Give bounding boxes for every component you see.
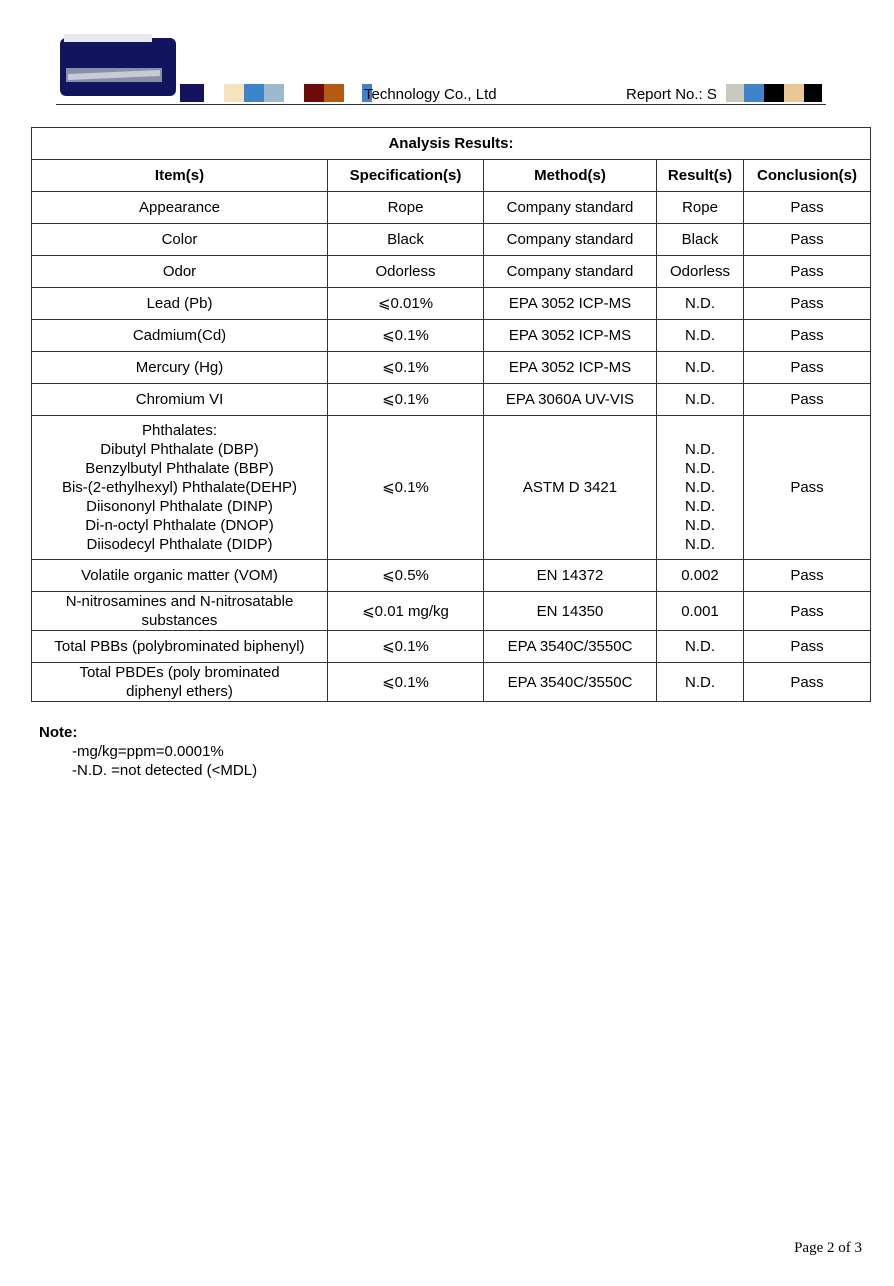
column-header-items: Item(s) (32, 160, 328, 192)
redaction-block (244, 84, 264, 102)
cell-item (32, 592, 328, 631)
redaction-block (304, 84, 324, 102)
phthalate-item: Benzylbutyl Phthalate (BBP) (85, 460, 274, 477)
redaction-block (224, 84, 244, 102)
column-header-result: Result(s) (657, 160, 744, 192)
table-row (32, 352, 871, 384)
cell-result: N.D. (657, 631, 744, 663)
cell-spec: Rope (328, 192, 484, 224)
table-title: Analysis Results: (32, 128, 871, 160)
cell-conclusion: Pass (744, 416, 871, 560)
cell-item-line: diphenyl ethers) (126, 683, 233, 700)
cell-result: N.D. (657, 320, 744, 352)
table-row (32, 320, 871, 352)
cell-result: N.D. (657, 663, 744, 702)
company-name: Technology Co., Ltd (364, 86, 497, 103)
cell-spec: ⩽0.1% (328, 384, 484, 416)
redaction-block (764, 84, 784, 102)
report-number-label: Report No.: S (626, 86, 717, 103)
table-row (32, 384, 871, 416)
phthalate-item: Di-n-octyl Phthalate (DNOP) (85, 517, 274, 534)
cell-item: Volatile organic matter (VOM) (32, 560, 328, 592)
cell-spec: ⩽0.1% (328, 320, 484, 352)
table-row (32, 631, 871, 663)
cell-spec: ⩽0.1% (328, 663, 484, 702)
cell-conclusion: Pass (744, 560, 871, 592)
cell-result: 0.001 (657, 592, 744, 631)
cell-result: N.D. (657, 384, 744, 416)
redaction-block (744, 84, 764, 102)
cell-method: Company standard (484, 224, 657, 256)
cell-spec: ⩽0.01% (328, 288, 484, 320)
cell-item: Mercury (Hg) (32, 352, 328, 384)
phthalate-result: N.D. (685, 498, 715, 515)
cell-spec: ⩽0.5% (328, 560, 484, 592)
cell-item-line: N-nitrosamines and N-nitrosatable (65, 593, 294, 610)
cell-item: Color (32, 224, 328, 256)
cell-conclusion: Pass (744, 631, 871, 663)
phthalate-result: N.D. (685, 536, 715, 553)
phthalate-result: N.D. (685, 441, 715, 458)
phthalate-item: Bis-(2-ethylhexyl) Phthalate(DEHP) (61, 479, 298, 496)
cell-result: N.D. (657, 352, 744, 384)
phthalates-header: Phthalates: (141, 422, 218, 439)
note-line: -N.D. =not detected (<MDL) (72, 762, 258, 779)
cell-spec: Odorless (328, 256, 484, 288)
cell-item: Cadmium(Cd) (32, 320, 328, 352)
cell-result: 0.002 (657, 560, 744, 592)
cell-item (32, 416, 328, 560)
cell-result (657, 416, 744, 560)
cell-method: EPA 3540C/3550C (484, 663, 657, 702)
table-row (32, 560, 871, 592)
column-header-method: Method(s) (484, 160, 657, 192)
cell-method: EN 14372 (484, 560, 657, 592)
cell-item: Total PBBs (polybrominated biphenyl) (32, 631, 328, 663)
cell-method: EPA 3060A UV-VIS (484, 384, 657, 416)
cell-item: Odor (32, 256, 328, 288)
phthalate-item: Dibutyl Phthalate (DBP) (100, 441, 259, 458)
table-row (32, 592, 871, 631)
phthalate-result: N.D. (685, 460, 715, 477)
table-header-row (32, 160, 871, 192)
cell-conclusion: Pass (744, 320, 871, 352)
cell-result: Odorless (657, 256, 744, 288)
table-title-row (32, 128, 871, 160)
note-line: -mg/kg=ppm=0.0001% (72, 743, 224, 760)
cell-item: Appearance (32, 192, 328, 224)
redaction-block (324, 84, 344, 102)
cell-method: EPA 3540C/3550C (484, 631, 657, 663)
cell-method: ASTM D 3421 (484, 416, 657, 560)
cell-spec: ⩽0.01 mg/kg (328, 592, 484, 631)
column-header-conclusion: Conclusion(s) (744, 160, 871, 192)
cell-spec: Black (328, 224, 484, 256)
cell-method: EPA 3052 ICP-MS (484, 288, 657, 320)
cell-method: EPA 3052 ICP-MS (484, 320, 657, 352)
cell-method: EN 14350 (484, 592, 657, 631)
redaction-block (804, 84, 822, 102)
table-row (32, 256, 871, 288)
phthalate-result: N.D. (685, 479, 715, 496)
cell-conclusion: Pass (744, 352, 871, 384)
page-number: Page 2 of 3 (794, 1240, 862, 1256)
header-divider (56, 104, 826, 105)
cell-spec: ⩽0.1% (328, 631, 484, 663)
company-logo (60, 34, 178, 100)
cell-result: Black (657, 224, 744, 256)
table-row (32, 192, 871, 224)
cell-item (32, 663, 328, 702)
redaction-block (726, 84, 744, 102)
table-row (32, 288, 871, 320)
cell-conclusion: Pass (744, 224, 871, 256)
cell-conclusion: Pass (744, 384, 871, 416)
table-row (32, 663, 871, 702)
cell-conclusion: Pass (744, 288, 871, 320)
analysis-results-table (31, 127, 871, 702)
cell-item: Lead (Pb) (32, 288, 328, 320)
redaction-block (264, 84, 284, 102)
cell-method: EPA 3052 ICP-MS (484, 352, 657, 384)
redaction-block (784, 84, 804, 102)
cell-method: Company standard (484, 192, 657, 224)
table-row (32, 224, 871, 256)
cell-result: N.D. (657, 288, 744, 320)
phthalate-item: Diisononyl Phthalate (DINP) (86, 498, 273, 515)
cell-item-line: Total PBDEs (poly brominated (79, 664, 280, 681)
cell-item-line: substances (141, 612, 218, 629)
redaction-block (180, 84, 204, 102)
cell-conclusion: Pass (744, 256, 871, 288)
cell-spec: ⩽0.1% (328, 416, 484, 560)
cell-spec: ⩽0.1% (328, 352, 484, 384)
phthalate-item: Diisodecyl Phthalate (DIDP) (86, 536, 273, 553)
table-row-phthalates (32, 416, 871, 560)
cell-conclusion: Pass (744, 192, 871, 224)
note-title: Note: (39, 724, 78, 741)
column-header-specification: Specification(s) (328, 160, 484, 192)
cell-result: Rope (657, 192, 744, 224)
cell-conclusion: Pass (744, 663, 871, 702)
cell-item: Chromium VI (32, 384, 328, 416)
phthalate-result: N.D. (685, 517, 715, 534)
cell-conclusion: Pass (744, 592, 871, 631)
cell-method: Company standard (484, 256, 657, 288)
